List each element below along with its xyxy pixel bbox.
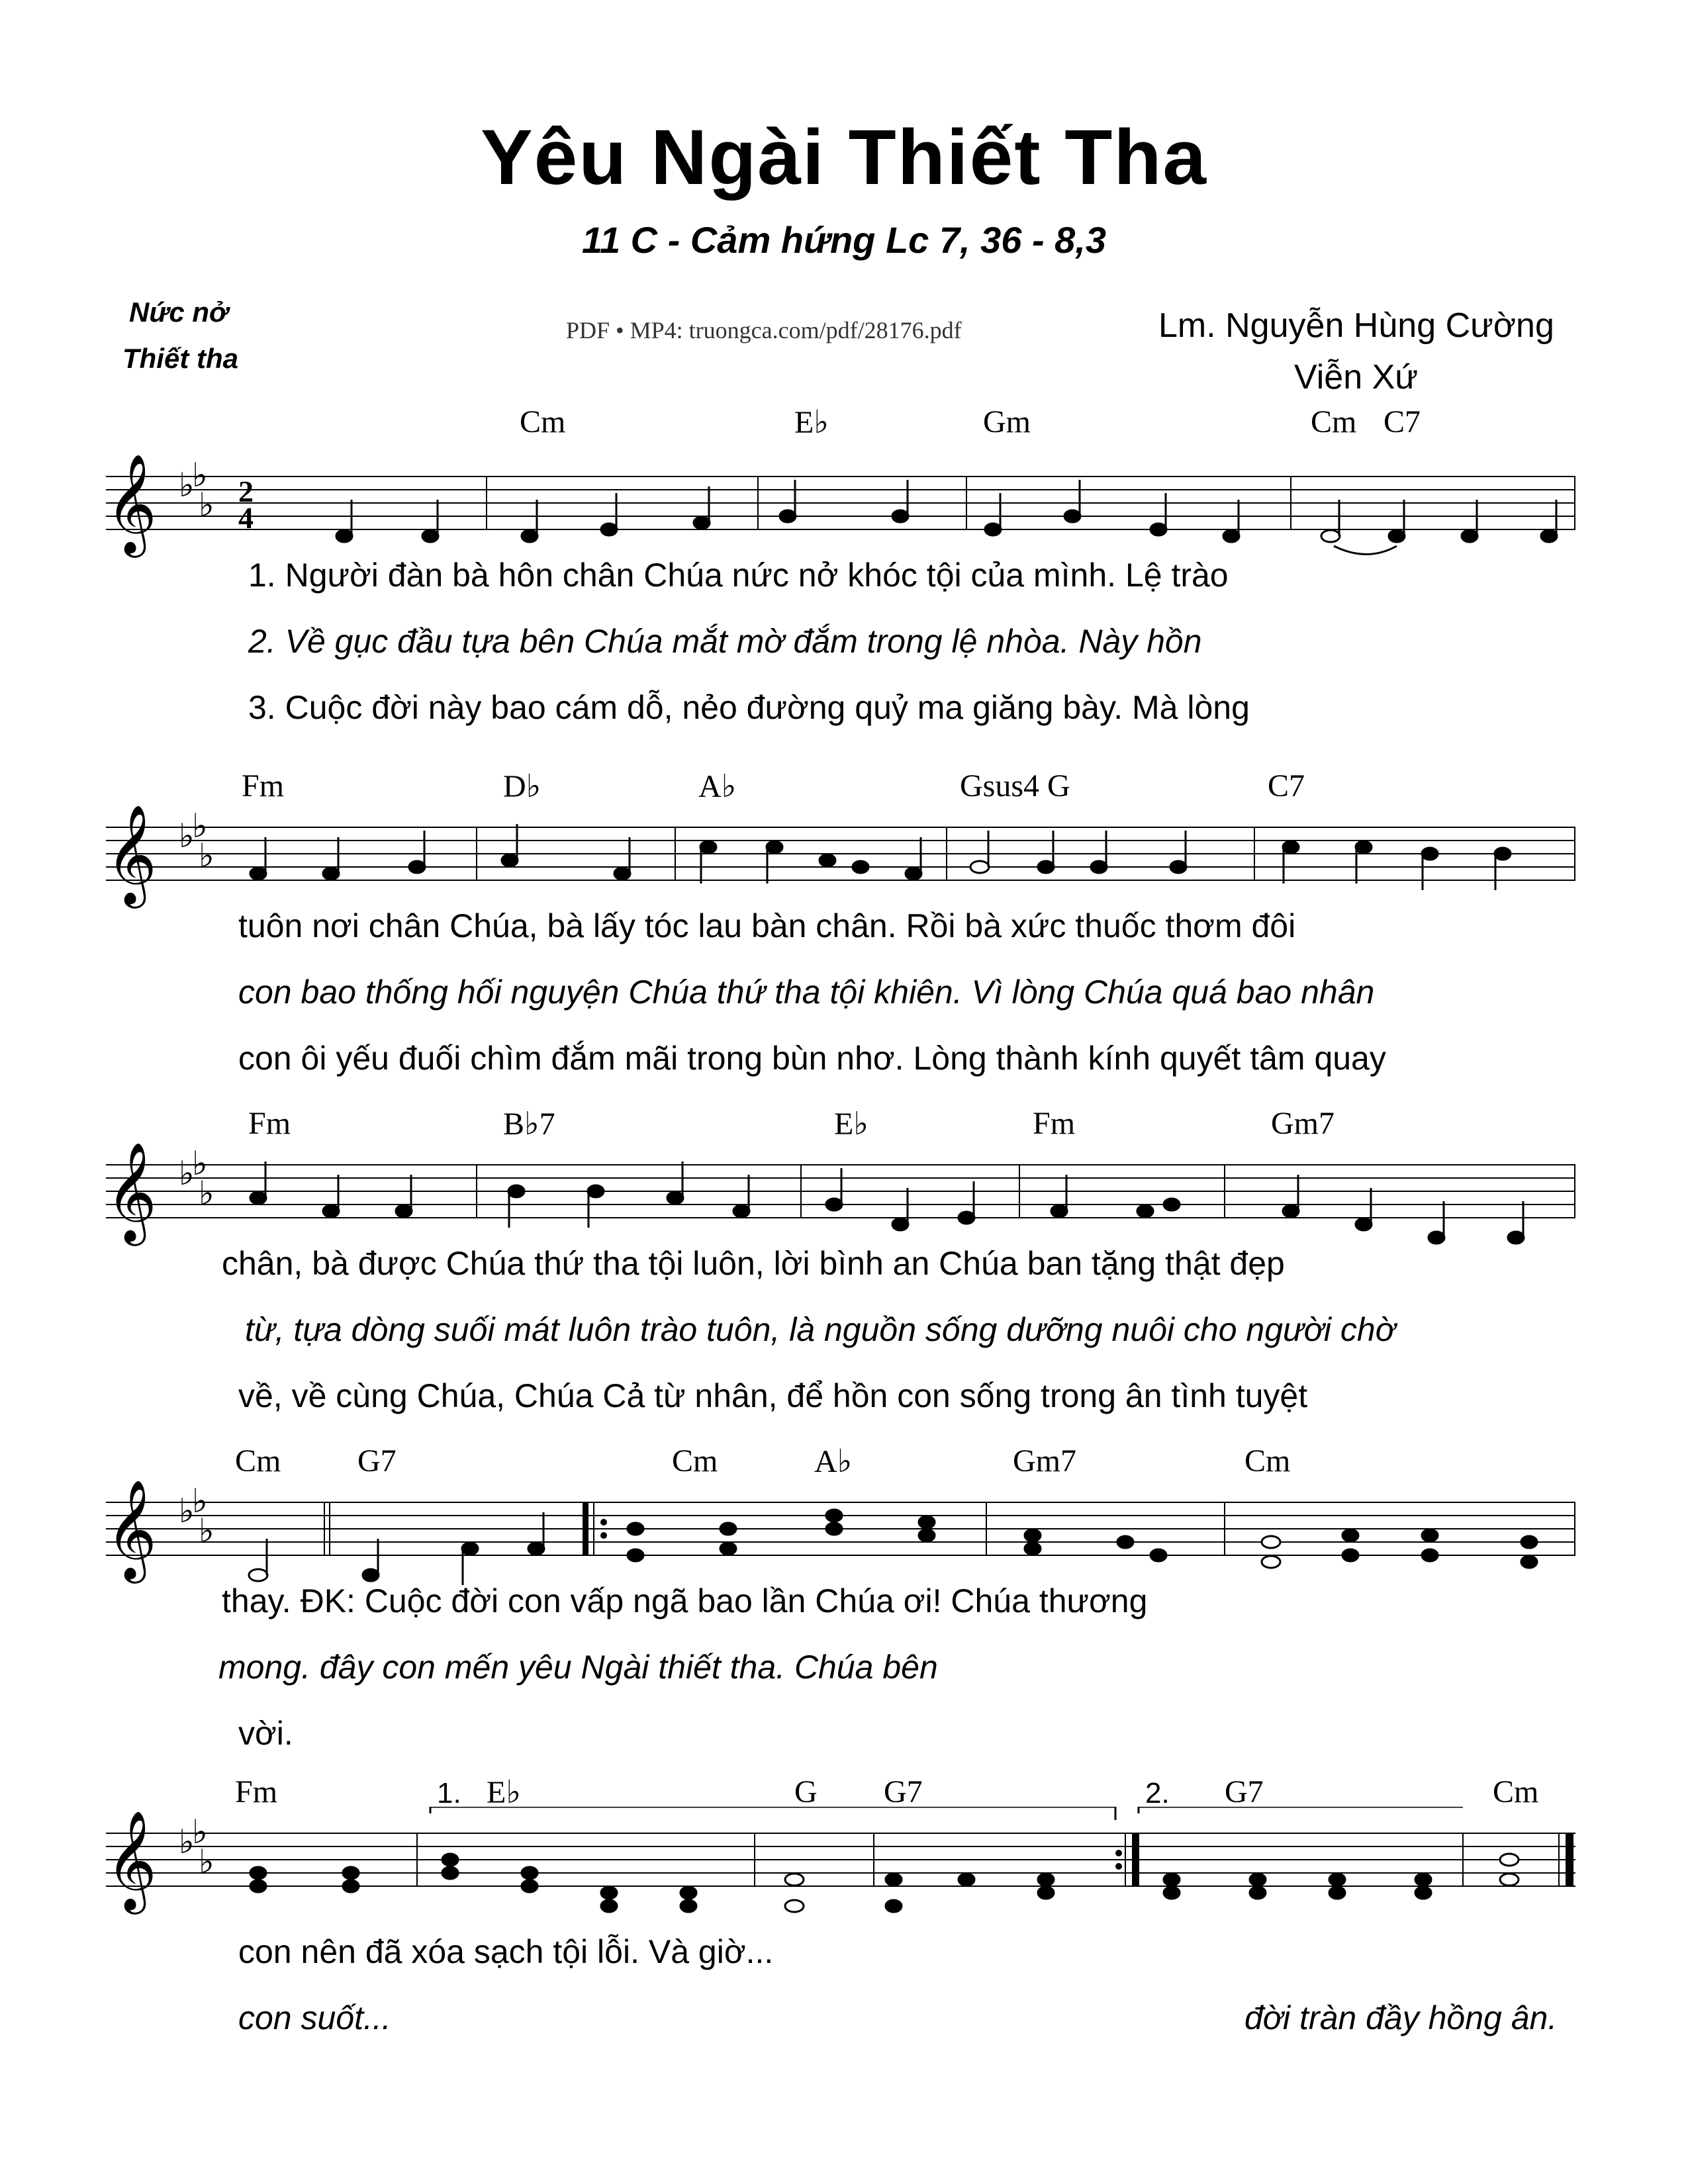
chord-label: Cm — [235, 1443, 281, 1479]
svg-text:♭: ♭ — [199, 1512, 214, 1550]
staff — [106, 1807, 1575, 1926]
chord-label: E♭ — [487, 1775, 521, 1810]
composer: Lm. Nguyễn Hùng Cường — [1158, 306, 1554, 345]
lyric-line-1: thay. ĐK: Cuộc đời con vấp ngã bao lần Chúa ơi! Chúa thương — [222, 1582, 1148, 1619]
svg-text:♭: ♭ — [199, 837, 214, 875]
lyric-line-1: con nên đã xóa sạch tội lỗi. Và giờ... — [238, 1933, 774, 1970]
svg-text:♭: ♭ — [192, 1482, 208, 1520]
chord-label: G7 — [1225, 1774, 1264, 1809]
chord-label: A♭ — [814, 1444, 853, 1479]
chord-label: C7 — [1268, 768, 1305, 803]
chord-label: Gm7 — [1013, 1443, 1076, 1479]
svg-text:♭: ♭ — [199, 1174, 214, 1212]
chord-label: C7 — [1383, 404, 1421, 439]
lyric-line-3: đời tràn đầy hồng ân. — [1244, 1999, 1558, 2036]
chord-label: Gm — [983, 404, 1031, 439]
svg-text:♭: ♭ — [192, 1813, 208, 1851]
staff — [106, 450, 1575, 569]
svg-text:♭: ♭ — [179, 817, 195, 855]
lyric-verse-2: con bao thống hối nguyện Chúa thứ tha tội khiên. Vì lòng Chúa quá bao nhân — [238, 974, 1375, 1011]
svg-text:♭: ♭ — [179, 466, 195, 504]
svg-text:4: 4 — [238, 501, 254, 535]
svg-text:𝄞: 𝄞 — [106, 1479, 157, 1579]
lyric-verse-1: tuôn nơi chân Chúa, bà lấy tóc lau bàn chân. Rồi bà xức thuốc thơm đôi — [238, 907, 1296, 944]
lyric-line-2: con suốt... — [238, 1999, 391, 2036]
tempo-marking-2: Thiết tha — [122, 343, 238, 374]
svg-text:♭: ♭ — [179, 1823, 195, 1861]
volta-2-label: 2. — [1145, 1777, 1170, 1809]
staff — [106, 1476, 1575, 1595]
music-system-2 — [106, 735, 1575, 1079]
svg-text:𝄞: 𝄞 — [106, 803, 157, 904]
lyric-verse-1: 1. Người đàn bà hôn chân Chúa nức nở khóc tội của mình. Lệ trào — [248, 557, 1229, 594]
chord-label: Fm — [248, 1106, 291, 1141]
tempo-marking-1: Nức nở — [129, 296, 228, 328]
chord-label: B♭7 — [503, 1107, 555, 1142]
chord-label: Cm — [1311, 404, 1357, 439]
svg-text:♭: ♭ — [179, 1492, 195, 1530]
chord-label: Cm — [1244, 1443, 1291, 1479]
chord-label: Fm — [235, 1774, 278, 1809]
svg-text:𝄞: 𝄞 — [106, 453, 157, 553]
staff — [106, 1138, 1575, 1257]
chord-label: E♭ — [834, 1107, 868, 1142]
chord-label: G7 — [357, 1443, 397, 1479]
chord-label: Fm — [242, 768, 285, 803]
lyric-line-2: mong. đây con mến yêu Ngài thiết tha. Chúa bên — [218, 1649, 938, 1686]
chord-label: A♭ — [698, 769, 737, 804]
chord-label: G7 — [884, 1774, 923, 1809]
music-system-5 — [106, 1741, 1575, 2071]
svg-text:♭: ♭ — [199, 1843, 214, 1881]
lyric-verse-3: con ôi yếu đuối chìm đắm mãi trong bùn nhơ. Lòng thành kính quyết tâm quay — [238, 1040, 1386, 1077]
lyric-verse-3: về, về cùng Chúa, Chúa Cả từ nhân, để hồn con sống trong ân tình tuyệt — [238, 1377, 1308, 1414]
lyric-line-3: vời. — [238, 1715, 293, 1752]
music-system-3 — [106, 1079, 1575, 1423]
lyric-verse-1: chân, bà được Chúa thứ tha tội luôn, lời bình an Chúa ban tặng thật đẹp — [222, 1245, 1285, 1282]
lyric-verse-3: 3. Cuộc đời này bao cám dỗ, nẻo đường quỷ ma giăng bày. Mà lòng — [248, 689, 1250, 726]
lyric-verse-2: 2. Về gục đầu tựa bên Chúa mắt mờ đắm trong lệ nhòa. Này hồn — [248, 623, 1202, 660]
chord-label: D♭ — [503, 769, 541, 804]
song-title: Yêu Ngài Thiết Tha — [480, 114, 1208, 201]
svg-text:𝄞: 𝄞 — [106, 1141, 157, 1242]
svg-text:♭: ♭ — [192, 807, 208, 845]
song-subtitle: 11 C - Cảm hứng Lc 7, 36 - 8,3 — [581, 219, 1107, 261]
chord-label: G — [794, 1774, 818, 1809]
svg-text:♭: ♭ — [199, 486, 214, 524]
chord-label: Gm7 — [1271, 1106, 1335, 1141]
chord-label: Cm — [520, 404, 566, 439]
volta-1-label: 1. — [437, 1777, 461, 1809]
composer-place: Viễn Xứ — [1294, 358, 1419, 396]
chord-label: Cm — [672, 1443, 718, 1479]
chord-label: Gsus4 G — [960, 768, 1070, 803]
chord-label: Cm — [1493, 1774, 1539, 1809]
svg-text:2: 2 — [238, 475, 254, 508]
staff — [106, 801, 1575, 920]
lyric-verse-2: từ, tựa dòng suối mát luôn trào tuôn, là nguồn sống dưỡng nuôi cho người chờ — [245, 1311, 1395, 1348]
svg-text:♭: ♭ — [192, 1144, 208, 1183]
svg-text:𝄞: 𝄞 — [106, 1809, 157, 1910]
music-system-1 — [106, 397, 1575, 741]
chord-label: E♭ — [794, 405, 829, 440]
music-system-4 — [106, 1423, 1575, 1754]
chord-label: Fm — [1033, 1106, 1076, 1141]
source-link[interactable]: PDF • MP4: truongca.com/pdf/28176.pdf — [566, 317, 962, 343]
svg-text:♭: ♭ — [192, 456, 208, 494]
svg-text:♭: ♭ — [179, 1154, 195, 1193]
